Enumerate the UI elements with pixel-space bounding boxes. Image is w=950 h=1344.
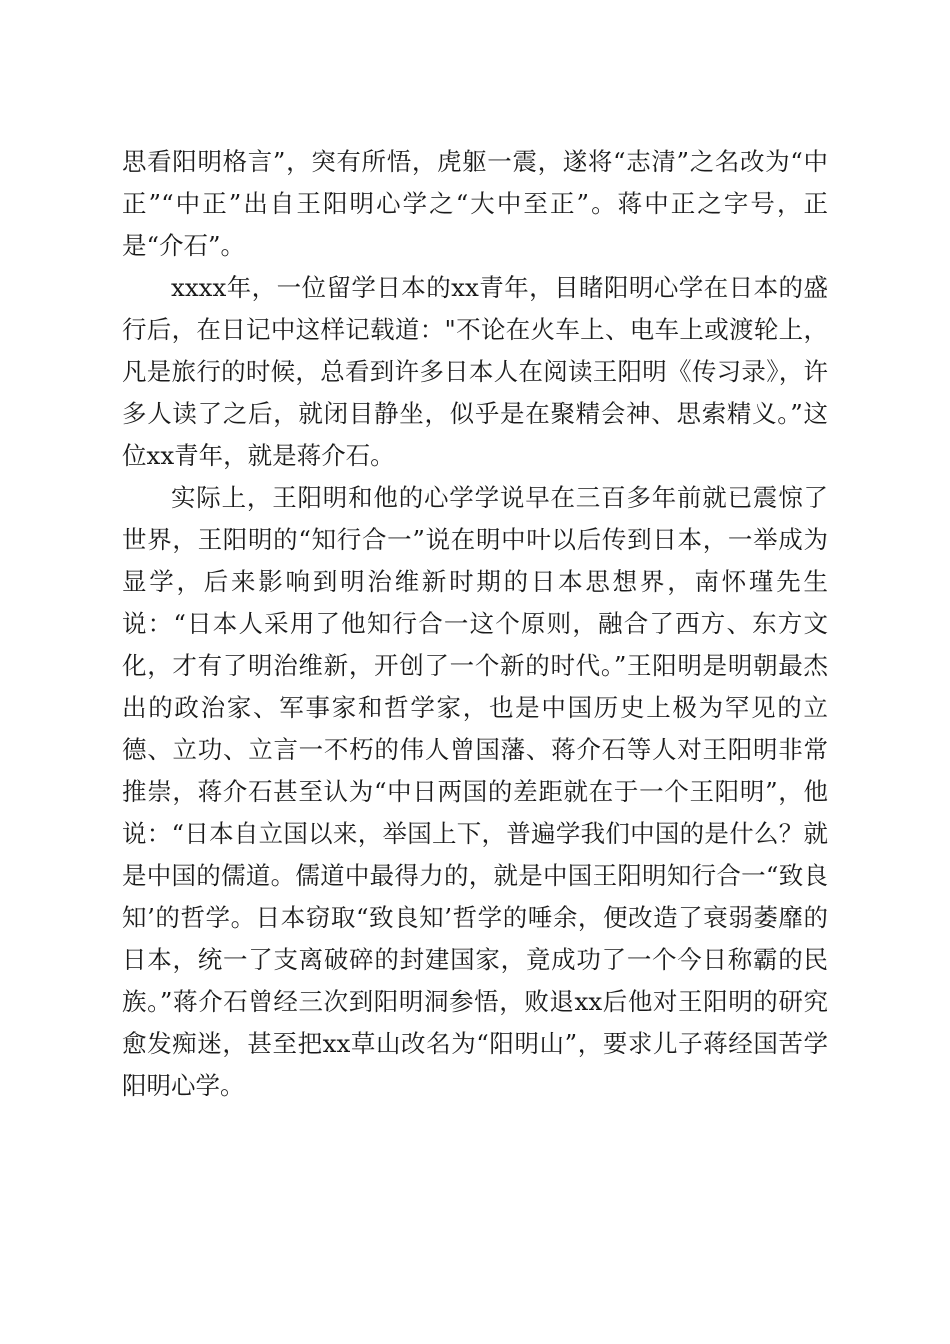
paragraph-1: 思看阳明格言”，突有所悟，虎躯一震，遂将“志清”之名改为“中正”“中正”出自王阳明心学之“大中至正”。蒋中正之字号，正是“介石”。 [122, 147, 828, 260]
paragraph-3: 实际上，王阳明和他的心学学说早在三百多年前就已震惊了世界，王阳明的“知行合一”说在明中叶以后传到日本，一举成为显学，后来影响到明治维新时期的日本思想界，南怀瑾先生说：“日本人采用了他知行合一这个原则，融合了西方、东方文化，才有了明治维新，开创了一个新的时代。”王阳明是明朝最杰出的政治家、军事家和哲学家，也是中国历史上极为罕见的立德、立功、立言一不朽的伟人曾国藩、蒋介石等人对王阳明非常推崇，蒋介石甚至认为“中日两国的差距就在于一个王阳明”，他说：“日本自立国以来，举国上下，普遍学我们中国的是什么？就是中国的儒道。儒道中最得力的，就是中国王阳明知行合一“致良知’的哲学。日本窃取“致良知’哲学的唾余，便改造了衰弱萎靡的日本，统一了支离破碎的封建国家，竟成功了一个今日称霸的民族。”蒋介石曾经三次到阳明洞参悟，败退xx后他对王阳明的研究愈发痴迷，甚至把xx草山改名为“阳明山”，要求儿子蒋经国苦学阳明心学。 [122, 483, 828, 1100]
paragraph-2: xxxx年，一位留学日本的xx青年，目睹阳明心学在日本的盛行后，在日记中这样记载道："不论在火车上、电车上或渡轮上，凡是旅行的时候，总看到许多日本人在阅读王阳明《传习录》，许多人读了之后，就闭目静坐，似乎是在聚精会神、思索精义。”这位xx青年，就是蒋介石。 [122, 273, 828, 470]
document-page [122, 141, 828, 1107]
